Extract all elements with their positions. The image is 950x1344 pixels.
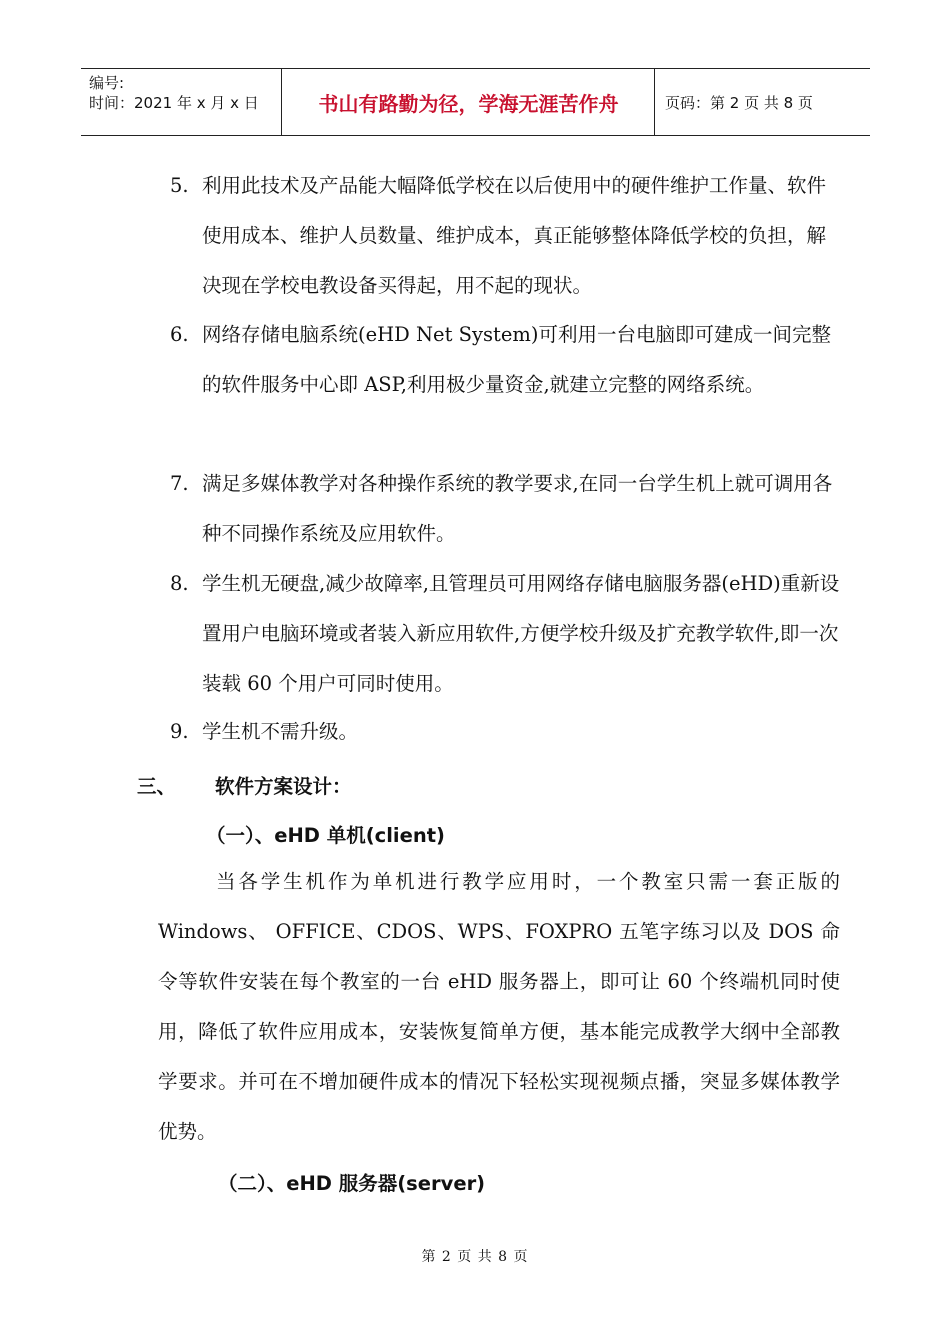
list-item-number: 8. bbox=[170, 572, 189, 595]
list-item-text: 满足多媒体教学对各种操作系统的教学要求,在同一台学生机上就可调用各种不同操作系统及应用软件。 bbox=[202, 472, 833, 545]
header-motto: 书山有路勤为径，学海无涯苦作舟 bbox=[318, 91, 619, 116]
header-divider bbox=[654, 69, 655, 135]
list-item-number: 9. bbox=[170, 720, 189, 743]
list-item-number: 6. bbox=[170, 323, 189, 346]
page-footer: 第 2 页 共 8 页 bbox=[421, 1249, 529, 1265]
header-number-label: 编号: bbox=[89, 74, 125, 92]
list-item-text: 利用此技术及产品能大幅降低学校在以后使用中的硬件维护工作量、软件使用成本、维护人员数量、维护成本，真正能够整体降低学校的负担，解决现在学校电教设备买得起，用不起的现状。 bbox=[202, 174, 827, 297]
body-paragraph: 当各学生机作为单机进行教学应用时，一个教室只需一套正版的 Windows、 OFFICE、CDOS、WPS、FOXPRO 五笔字练习以及 DOS 命令等软件安装在每个教室的一台 eHD 服务器上，即可让 60 个终端机同时使用，降低了软件应用成本，安装恢复简单方便，基本能完成教学大纲中全部教学要求。并可在不增加硬件成本的情况下轻松实现视频点播，突显多媒体教学优势。 bbox=[158, 870, 840, 1143]
header-divider bbox=[281, 69, 282, 135]
section-title: 软件方案设计： bbox=[215, 775, 352, 798]
list-item bbox=[170, 459, 842, 559]
list-item bbox=[170, 161, 842, 311]
header-meta bbox=[89, 73, 279, 113]
list-item-number: 7. bbox=[170, 472, 189, 495]
header-page-code: 页码：第 2 页 共 8 页 bbox=[665, 93, 813, 112]
list-item bbox=[170, 310, 842, 410]
list-item-text: 学生机不需升级。 bbox=[202, 720, 359, 743]
subsection-title-client: （一）、eHD 单机(client) bbox=[206, 824, 445, 847]
list-item-text: 学生机无硬盘,减少故障率,且管理员可用网络存储电脑服务器(eHD)重新设置用户电脑环境或者装入新应用软件,方便学校升级及扩充教学软件,即一次装载 60 个用户可同时使用。 bbox=[202, 572, 840, 695]
list-item bbox=[170, 707, 842, 757]
section-number: 三、 bbox=[137, 775, 177, 798]
subsection-title-server: （二）、eHD 服务器(server) bbox=[218, 1172, 486, 1195]
page-header bbox=[81, 68, 870, 136]
list-item bbox=[170, 559, 842, 709]
header-time-label: 时间：2021 年 x 月 x 日 bbox=[89, 94, 259, 112]
list-item-text: 网络存储电脑系统(eHD Net System)可利用一台电脑即可建成一间完整的软件服务中心即 ASP,利用极少量资金,就建立完整的网络系统。 bbox=[202, 323, 831, 396]
list-item-number: 5. bbox=[170, 174, 189, 197]
